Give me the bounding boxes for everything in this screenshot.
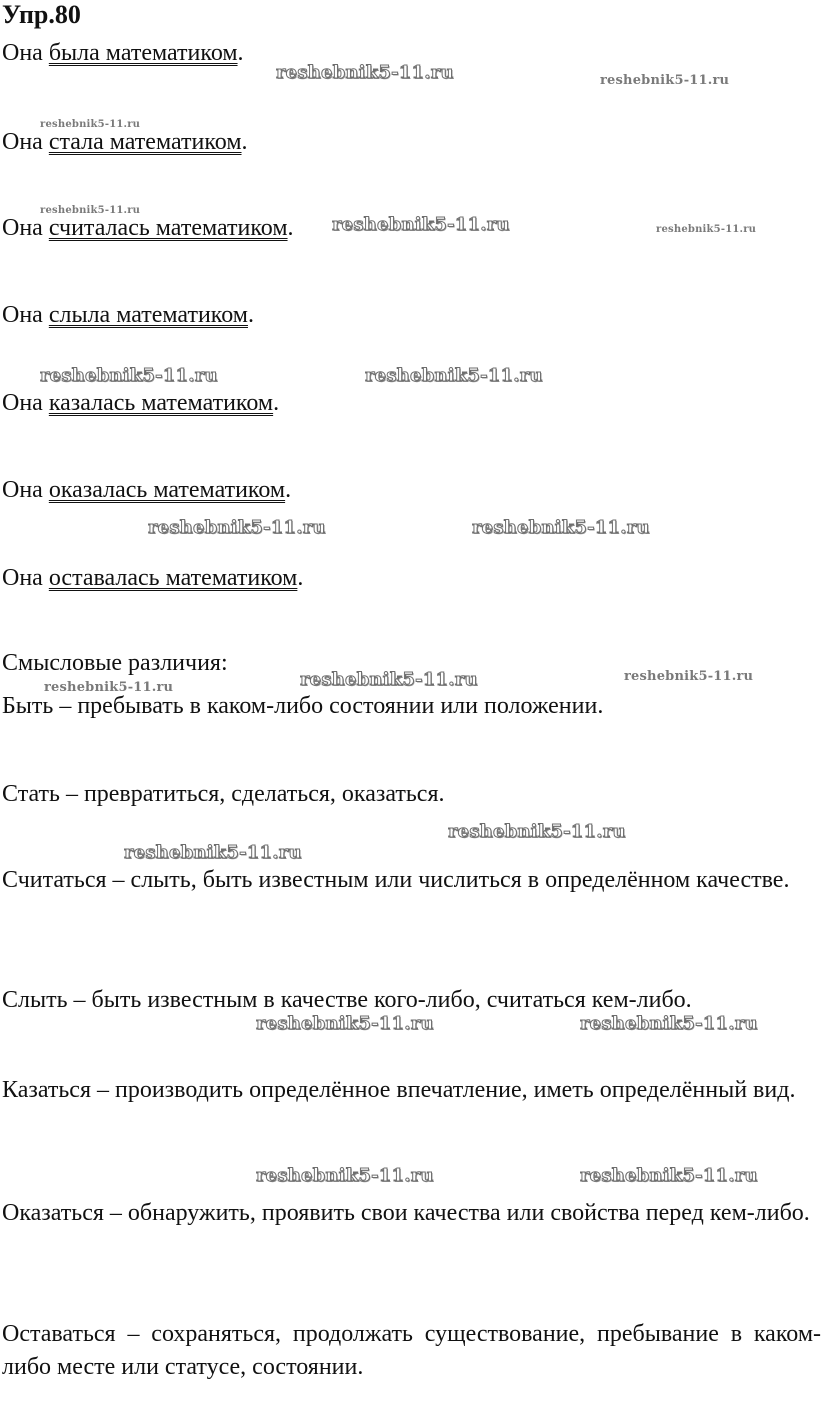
definition-ostavatsya: Оставаться – сохраняться, продолжать существование, пребывание в каком-либо месте или статусе, состоянии. [2, 1321, 821, 1380]
watermark: reshebnik5-11.ru [580, 1165, 758, 1186]
watermark: reshebnik5-11.ru [472, 517, 650, 538]
subject: Она [2, 129, 43, 155]
watermark: reshebnik5-11.ru [448, 821, 626, 842]
watermark: reshebnik5-11.ru [256, 1165, 434, 1186]
sentence-end: . [237, 40, 244, 66]
sentence-end: . [287, 215, 294, 241]
watermark: reshebnik5-11.ru [624, 669, 754, 684]
predicate: оказалась математиком [48, 477, 286, 503]
watermark: reshebnik5-11.ru [256, 1013, 434, 1034]
sentence-6 [2, 475, 291, 505]
sentence-end: . [285, 477, 292, 503]
sentence-end: . [297, 565, 304, 591]
sentence-end: . [273, 390, 280, 416]
watermark: reshebnik5-11.ru [656, 224, 757, 235]
watermark: reshebnik5-11.ru [148, 517, 326, 538]
watermark: reshebnik5-11.ru [600, 73, 730, 88]
sentence-2 [2, 127, 248, 157]
sentence-1 [2, 38, 244, 68]
watermark: reshebnik5-11.ru [40, 205, 141, 216]
watermark: reshebnik5-11.ru [40, 119, 141, 130]
sentence-7 [2, 563, 303, 593]
subject: Она [2, 40, 43, 66]
sentence-4 [2, 300, 254, 330]
subject: Она [2, 390, 43, 416]
definition-slyt: Слыть – быть известным в качестве кого-либо, считаться кем-либо. [2, 987, 692, 1013]
predicate: стала математиком [48, 129, 242, 155]
watermark: reshebnik5-11.ru [276, 62, 454, 83]
predicate: казалась математиком [48, 390, 274, 416]
watermark: reshebnik5-11.ru [40, 365, 218, 386]
predicate: оставалась математиком [48, 565, 298, 591]
sentence-3 [2, 213, 294, 243]
subject: Она [2, 215, 43, 241]
watermark: reshebnik5-11.ru [365, 365, 543, 386]
predicate: слыла математиком [48, 302, 248, 328]
watermark: reshebnik5-11.ru [44, 680, 174, 695]
differences-heading: Смысловые различия: [2, 650, 228, 676]
definition-schitatsya: Считаться – слыть, быть известным или числиться в определённом качестве. [2, 867, 790, 893]
definition-byt: Быть – пребывать в каком-либо состоянии или положении. [2, 693, 604, 719]
sentence-end: . [241, 129, 248, 155]
predicate: считалась математиком [48, 215, 288, 241]
definition-okazatsya: Оказаться – обнаружить, проявить свои качества или свойства перед кем-либо. [2, 1200, 810, 1226]
exercise-title: Упр.80 [2, 0, 81, 29]
watermark: reshebnik5-11.ru [300, 669, 478, 690]
subject: Она [2, 477, 43, 503]
definition-kazatsya: Казаться – производить определённое впечатление, иметь определённый вид. [2, 1077, 796, 1103]
predicate: была математиком [48, 40, 238, 66]
definition-stat: Стать – превратиться, сделаться, оказаться. [2, 781, 445, 807]
watermark: reshebnik5-11.ru [580, 1013, 758, 1034]
sentence-end: . [247, 302, 254, 328]
sentence-5 [2, 388, 279, 418]
watermark: reshebnik5-11.ru [124, 842, 302, 863]
watermark: reshebnik5-11.ru [332, 214, 510, 235]
subject: Она [2, 565, 43, 591]
subject: Она [2, 302, 43, 328]
